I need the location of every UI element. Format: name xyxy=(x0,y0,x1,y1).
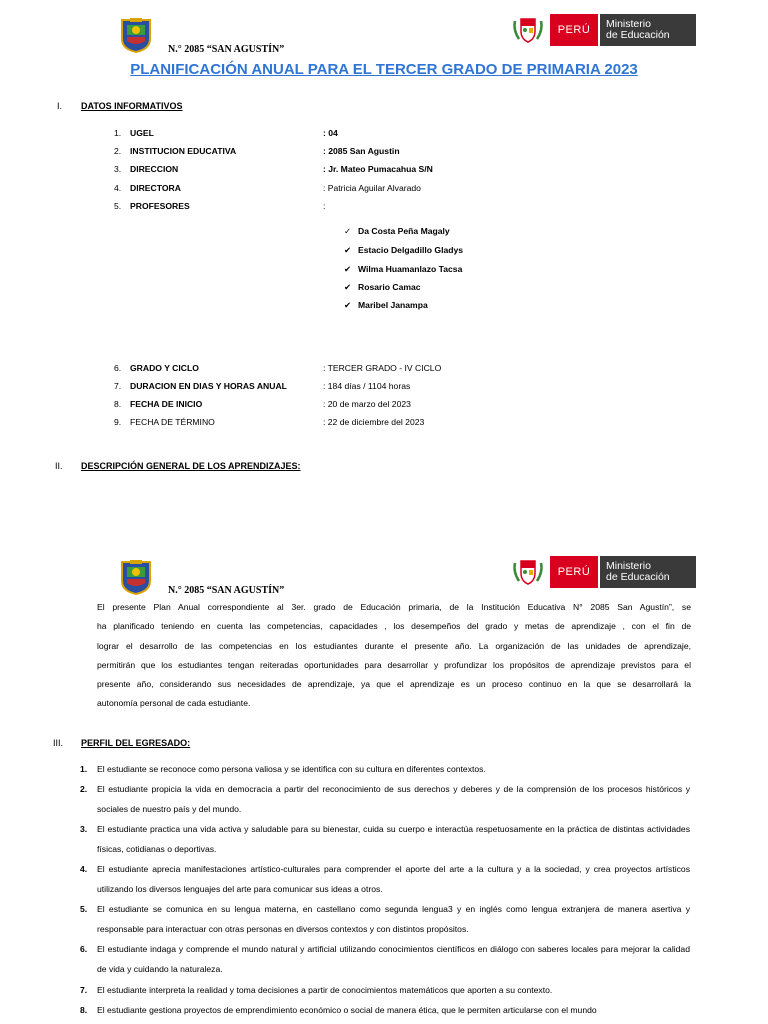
row-number: 1. xyxy=(114,128,122,138)
info-row-directora xyxy=(114,183,514,195)
profile-item xyxy=(80,1001,690,1023)
school-name: N.° 2085 “SAN AGUSTÍN” xyxy=(168,44,285,55)
info-row-fecha-inicio xyxy=(114,399,514,411)
item-text: El estudiante indaga y comprende el mundo natural y artificial utilizando conocimientos científicos en diálogo con saberes locales para mejorar la calidad de vida y cuidando la naturaleza. xyxy=(97,944,690,974)
row-value: : Patricia Aguilar Alvarado xyxy=(323,183,421,193)
teacher-item xyxy=(344,245,463,256)
teacher-item xyxy=(344,226,450,237)
paragraph-line: lograr el desarrollo de las competencias en los estudiantes durante el presente año. La organización de las unidades de aprendizaje, xyxy=(97,640,691,651)
peru-label: PERÚ xyxy=(550,14,598,46)
row-label: DIRECTORA xyxy=(130,183,181,193)
document-title: PLANIFICACIÓN ANUAL PARA EL TERCER GRADO DE PRIMARIA 2023 xyxy=(130,61,638,78)
item-number: 8. xyxy=(80,1005,88,1015)
paragraph-line: ha planificado teniendo en cuenta las competencias, capacidades , los desempeños del grado y metas de aprendizaje , con el fin de xyxy=(97,621,691,632)
item-number: 7. xyxy=(80,985,88,995)
section-2-number: II. xyxy=(55,461,63,471)
check-icon: ✔ xyxy=(344,264,352,274)
item-number: 6. xyxy=(80,944,88,954)
item-text: El estudiante se comunica en su lengua materna, en castellano como segunda lengua3 y en inglés como lengua extranjera de manera asertiva y responsable para interactuar con otras personas en diversos contextos y con distintos propósitos. xyxy=(97,904,690,934)
info-row-direccion xyxy=(114,164,514,176)
teacher-item xyxy=(344,264,462,275)
info-row-institucion xyxy=(114,146,514,158)
row-label: DURACION EN DIAS Y HORAS ANUAL xyxy=(130,381,287,391)
check-icon: ✔ xyxy=(344,282,352,292)
school-crest-logo xyxy=(119,559,153,595)
row-value: : 2085 San Agustin xyxy=(323,146,400,156)
row-value: : 184 días / 1104 horas xyxy=(323,381,411,391)
profile-item xyxy=(80,981,690,1001)
peru-label: PERÚ xyxy=(550,556,598,588)
row-value: : 20 de marzo del 2023 xyxy=(323,399,411,409)
row-number: 3. xyxy=(114,164,122,174)
row-number: 7. xyxy=(114,381,122,391)
row-value: : 22 de diciembre del 2023 xyxy=(323,417,425,427)
teacher-name: Da Costa Peña Magaly xyxy=(358,226,450,236)
check-icon: ✔ xyxy=(344,245,352,255)
item-number: 3. xyxy=(80,824,88,834)
ministry-name xyxy=(600,14,696,46)
peru-shield-icon xyxy=(508,14,548,46)
ministry-line1: Ministerio xyxy=(606,560,651,572)
ministry-line2: de Educación xyxy=(606,29,670,41)
info-row-grado xyxy=(114,363,514,375)
teacher-name: Rosario Camac xyxy=(358,282,421,292)
item-text: El estudiante aprecia manifestaciones artístico-culturales para comprender el aporte del arte a la cultura y a la sociedad, y crea proyectos artísticos utilizando los diversos lenguajes del arte para comunicar sus ideas a otros. xyxy=(97,864,690,894)
row-label: INSTITUCION EDUCATIVA xyxy=(130,146,237,156)
item-text: El estudiante practica una vida activa y saludable para su bienestar, cuida su cuerpo e interactúa respetuosamente en la práctica de distintas actividades físicas, cotidianas o deportivas. xyxy=(97,824,690,854)
item-number: 5. xyxy=(80,904,88,914)
ministry-logo xyxy=(508,14,696,46)
paragraph-line: autonomía personal de cada estudiante. xyxy=(97,698,251,709)
row-number: 6. xyxy=(114,363,122,373)
ministry-name xyxy=(600,556,696,588)
row-label: GRADO Y CICLO xyxy=(130,363,199,373)
section-3-number: III. xyxy=(53,738,64,748)
row-label: DIRECCION xyxy=(130,164,179,174)
school-crest-logo xyxy=(119,17,153,53)
teacher-item xyxy=(344,282,421,293)
profile-item xyxy=(80,780,690,819)
paragraph-line: presente año, considerando sus necesidades de aprendizaje, ya que el aprendizaje es un proceso continuo en la que se desarrollará la xyxy=(97,679,691,690)
ministry-line2: de Educación xyxy=(606,571,670,583)
paragraph-line: El presente Plan Anual correspondiente al 3er. grado de Educación primaria, de la Institución Educativa N° 2085 San Agustín”, se xyxy=(97,602,691,612)
row-value: : TERCER GRADO - IV CICLO xyxy=(323,363,442,373)
description-paragraph xyxy=(97,598,691,714)
teacher-name: Wilma Huamanlazo Tacsa xyxy=(358,264,463,274)
item-text: El estudiante gestiona proyectos de emprendimiento económico o social de manera ética, que le permiten articularse con el mundo xyxy=(97,1005,597,1015)
profile-item xyxy=(80,760,690,780)
row-value: : Jr. Mateo Pumacahua S/N xyxy=(323,164,433,174)
paragraph-line: permitirán que los estudiantes tengan reiteradas oportunidades para desarrollar y profundizar los propósitos de aprendizaje previstos para el xyxy=(97,659,691,670)
row-label: UGEL xyxy=(130,128,154,138)
row-value: : 04 xyxy=(323,128,338,138)
section-1-number: I. xyxy=(57,101,63,111)
section-3-title: PERFIL DEL EGRESADO: xyxy=(81,738,191,748)
teacher-name: Estacio Delgadillo Gladys xyxy=(358,245,464,255)
info-row-ugel xyxy=(114,128,514,140)
info-row-profesores xyxy=(114,201,514,213)
info-row-duracion xyxy=(114,381,514,393)
row-label: FECHA DE TÉRMINO xyxy=(130,417,215,427)
section-2-title: DESCRIPCIÓN GENERAL DE LOS APRENDIZAJES: xyxy=(81,461,301,471)
peru-shield-icon xyxy=(508,556,548,588)
info-row-fecha-termino xyxy=(114,417,514,429)
item-number: 1. xyxy=(80,764,88,774)
row-value: : xyxy=(323,201,326,211)
row-number: 4. xyxy=(114,183,122,193)
item-number: 2. xyxy=(80,784,88,794)
profile-item xyxy=(80,860,690,899)
school-name: N.° 2085 “SAN AGUSTÍN” xyxy=(168,585,285,596)
check-icon: ✔ xyxy=(344,300,352,310)
profile-item xyxy=(80,900,690,939)
item-text: El estudiante se reconoce como persona valiosa y se identifica con su cultura en diferentes contextos. xyxy=(97,764,486,774)
row-label: PROFESORES xyxy=(130,201,190,211)
row-number: 9. xyxy=(114,417,122,427)
ministry-logo xyxy=(508,556,696,588)
item-text: El estudiante interpreta la realidad y toma decisiones a partir de conocimientos matemáticos que aporten a su contexto. xyxy=(97,985,553,995)
profile-item xyxy=(80,820,690,859)
row-number: 8. xyxy=(114,399,122,409)
check-icon: ✓ xyxy=(344,226,352,236)
profile-item xyxy=(80,940,690,979)
row-number: 2. xyxy=(114,146,122,156)
row-label: FECHA DE INICIO xyxy=(130,399,203,409)
ministry-line1: Ministerio xyxy=(606,18,651,30)
teacher-item xyxy=(344,300,428,311)
section-1-title: DATOS INFORMATIVOS xyxy=(81,101,183,111)
item-text: El estudiante propicia la vida en democracia a partir del reconocimiento de sus derechos y deberes y de la comprensión de los procesos históricos y sociales de nuestro país y del mundo. xyxy=(97,784,690,814)
row-number: 5. xyxy=(114,201,122,211)
item-number: 4. xyxy=(80,864,88,874)
teacher-name: Maribel Janampa xyxy=(358,300,428,310)
